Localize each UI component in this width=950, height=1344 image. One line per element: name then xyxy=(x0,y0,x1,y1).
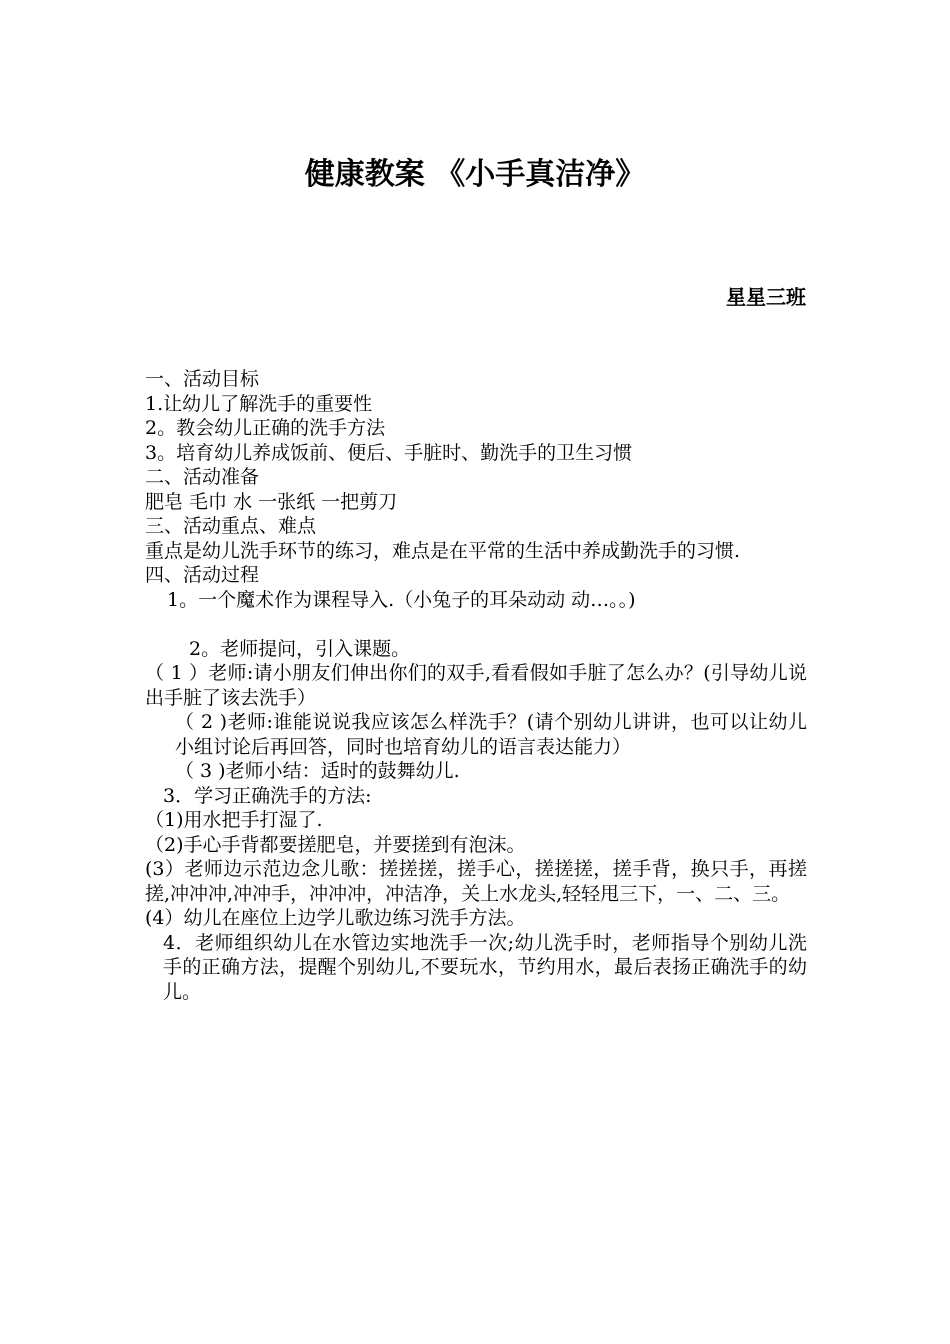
section-heading-goals: 一、活动目标 xyxy=(145,368,260,390)
process-substep: (4）幼儿在座位上边学儿歌边练习洗手方法。 xyxy=(145,907,526,929)
goal-item: 2。教会幼儿正确的洗手方法 xyxy=(145,417,386,439)
section-heading-key-points: 三、活动重点、难点 xyxy=(145,515,317,537)
process-step: 3．学习正确洗手的方法: xyxy=(163,784,372,807)
process-substep: （ 2 )老师:谁能说说我应该怎么样洗手？(请个别幼儿讲讲，也可以让幼儿小组讨论后再回答，同时也培育幼儿的语言表达能力） xyxy=(175,711,807,758)
process-substep: （1)用水把手打湿了. xyxy=(145,809,323,831)
process-step: 1。一个魔术作为课程导入.（小兔子的耳朵动动 动…。。) xyxy=(167,588,636,611)
process-substep: （2)手心手背都要搓肥皂，并要搓到有泡沫。 xyxy=(145,833,526,856)
materials-list: 肥皂 毛巾 水 一张纸 一把剪刀 xyxy=(145,490,398,513)
process-step: 4．老师组织幼儿在水管边实地洗手一次;幼儿洗手时，老师指导个别幼儿洗手的正确方法，提醒个别幼儿,不要玩水，节约用水，最后表扬正确洗手的幼儿。 xyxy=(163,931,807,1003)
key-points-paragraph: 重点是幼儿洗手环节的练习，难点是在平常的生活中养成勤洗手的习惯. xyxy=(145,539,741,562)
document-title: 健康教案 《小手真洁净》 xyxy=(304,157,646,192)
goal-item: 1.让幼儿了解洗手的重要性 xyxy=(145,392,373,415)
process-substep: （ 1 ）老师:请小朋友们伸出你们的双手,看看假如手脏了怎么办？(引导幼儿说出手脏了该去洗手） xyxy=(145,662,807,709)
section-heading-preparation: 二、活动准备 xyxy=(145,466,260,488)
process-substep: (3）老师边示范边念儿歌：搓搓搓，搓手心，搓搓搓，搓手背，换只手，再搓搓,冲冲冲,冲冲手，冲冲冲，冲洁净，关上水龙头,轻轻甩三下，一、二、三。 xyxy=(145,858,807,905)
process-step: 2。老师提问，引入课题。 xyxy=(189,637,411,660)
process-substep: （ 3 )老师小结：适时的鼓舞幼儿. xyxy=(175,760,460,782)
class-name: 星星三班 xyxy=(726,285,806,309)
section-heading-process: 四、活动过程 xyxy=(145,564,260,586)
document-body xyxy=(145,367,807,1004)
goal-item: 3。培育幼儿养成饭前、便后、手脏时、勤洗手的卫生习惯 xyxy=(145,441,633,464)
